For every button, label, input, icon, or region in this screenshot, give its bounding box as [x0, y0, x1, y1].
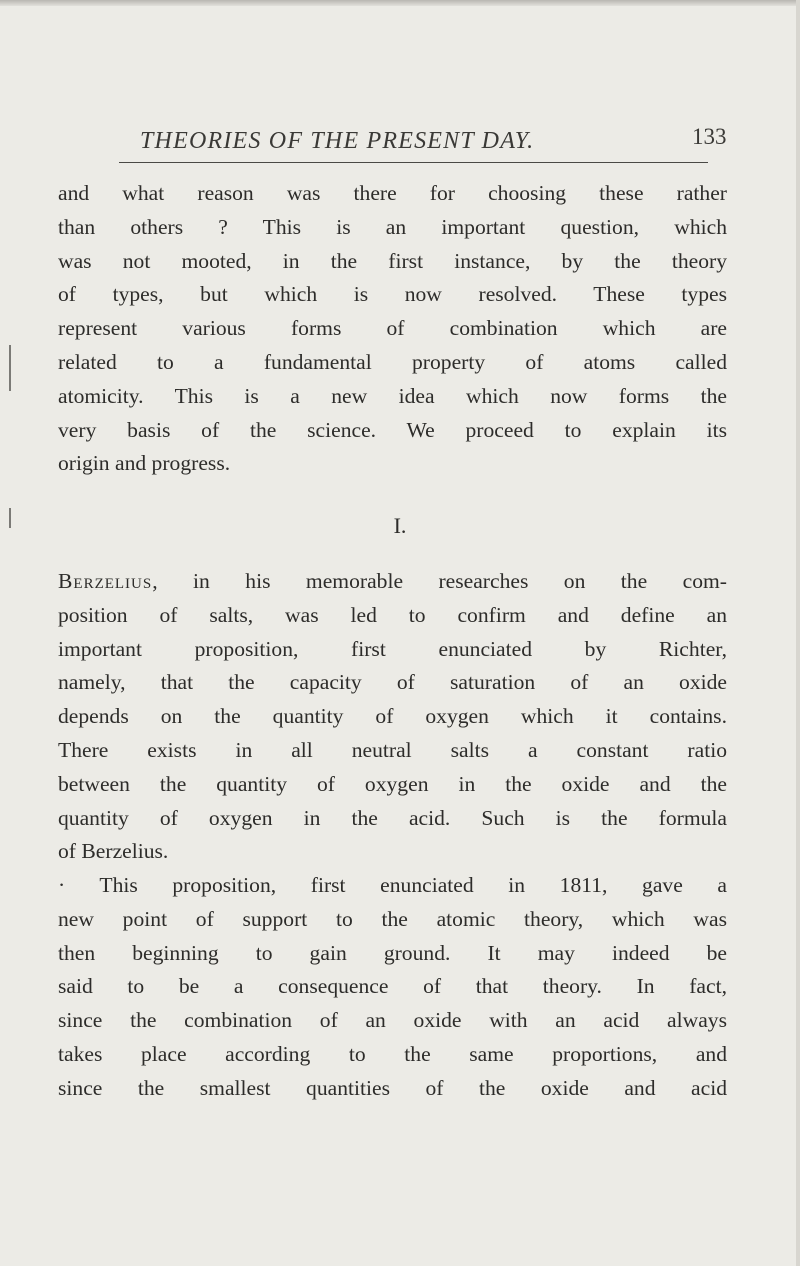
- margin-mark: [9, 345, 11, 391]
- text-line: than others ? This is an important question, which: [58, 214, 727, 239]
- text-line: · This proposition, first enunciated in 1811, gave a: [58, 873, 727, 897]
- text-line: origin and progress.: [58, 451, 231, 476]
- text-line: important proposition, first enunciated by Richter,: [58, 636, 727, 661]
- text-line: related to a fundamental property of atoms called: [58, 349, 727, 374]
- margin-mark: [9, 508, 11, 528]
- page-right-edge: [796, 0, 800, 1266]
- text-line: very basis of the science. We proceed to explain its: [58, 417, 727, 442]
- text-line: since the smallest quantities of the oxide and acid: [58, 1075, 727, 1100]
- lead-word-berzelius: Berzelius: [58, 569, 153, 593]
- page-top-edge: [0, 0, 800, 6]
- text-line: position of salts, was led to confirm and define an: [58, 602, 727, 627]
- text-line: represent various forms of combination which are: [58, 316, 727, 341]
- paragraph-2: [58, 565, 727, 869]
- text-line: between the quantity of oxygen in the oxide and the: [58, 771, 727, 796]
- text-line: atomicity. This is a new idea which now forms the: [58, 383, 727, 408]
- text-line: depends on the quantity of oxygen which it contains.: [58, 704, 727, 729]
- paragraph-1: [58, 177, 727, 481]
- text-line: quantity of oxygen in the acid. Such is the formula: [58, 805, 727, 830]
- text-line-first: [58, 565, 727, 599]
- text-line: and what reason was there for choosing these rather: [58, 181, 727, 205]
- paragraph-3: [58, 869, 727, 1106]
- text-line: then beginning to gain ground. It may indeed be: [58, 940, 727, 965]
- section-heading: I.: [393, 513, 407, 538]
- text-line: of Berzelius.: [58, 839, 169, 864]
- text-line: of types, but which is now resolved. These types: [58, 282, 727, 307]
- page-number: 133: [692, 124, 727, 149]
- header-rule: [119, 162, 708, 163]
- running-head-title: THEORIES OF THE PRESENT DAY.: [140, 128, 535, 154]
- first-line-rest: , in his memorable researches on the com-: [152, 569, 727, 593]
- text-line: said to be a consequence of that theory. In fact,: [58, 974, 727, 999]
- text-line: new point of support to the atomic theory, which was: [58, 906, 727, 931]
- text-line: namely, that the capacity of saturation of an oxide: [58, 670, 727, 695]
- text-line: There exists in all neutral salts a constant ratio: [58, 737, 727, 762]
- text-line: was not mooted, in the first instance, by the theory: [58, 248, 727, 273]
- text-line: takes place according to the same proportions, and: [58, 1041, 727, 1066]
- text-line: since the combination of an oxide with an acid always: [58, 1008, 727, 1033]
